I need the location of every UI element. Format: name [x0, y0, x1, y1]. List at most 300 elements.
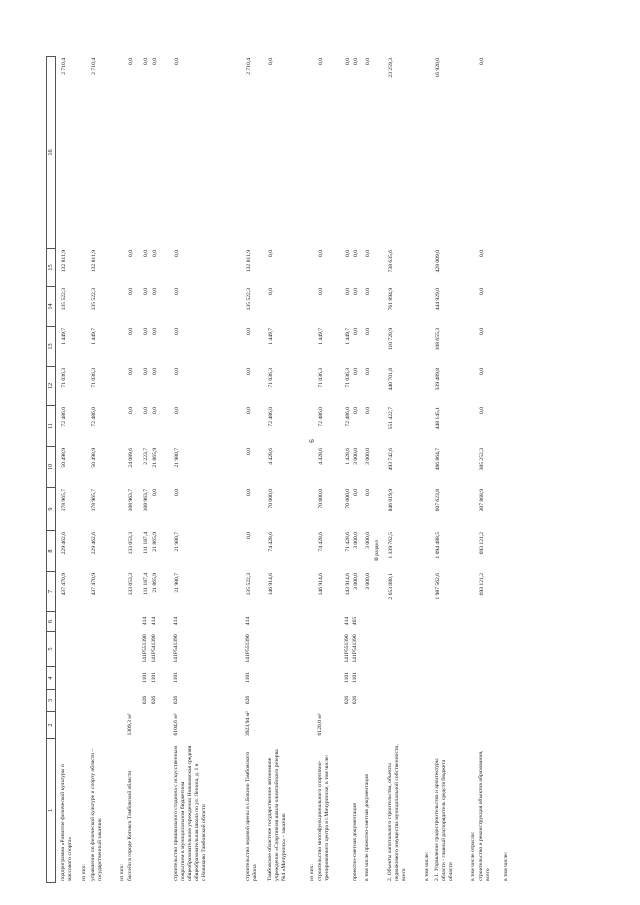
table-cell	[387, 713, 423, 736]
table-cell: подпрограмма «Развитие физической культуры и массового спорта»	[60, 764, 73, 881]
table-cell: 2. Объекты капитального строительства, объекты недвижимого имущества муниципальной собственности, всего	[387, 744, 407, 881]
table-cell: 0,0	[318, 250, 324, 257]
table-cell: 4 428,6	[268, 448, 274, 465]
table-cell	[81, 58, 89, 246]
table-cell: 2.1. Управление градостроительства и архитектуры области - главный распорядитель средств бюджета области	[434, 758, 454, 881]
table-cell: 1 094 488,5	[435, 532, 441, 559]
table-cell: 3 000,0	[353, 448, 359, 465]
table-cell	[119, 489, 127, 528]
table-cell	[267, 713, 309, 736]
table-cell: 141P541390	[352, 634, 358, 663]
table-cell	[119, 691, 127, 709]
table-cell	[127, 691, 141, 709]
table-cell: 71 036,3	[318, 368, 324, 388]
table-cell: 0,0	[174, 328, 180, 335]
table-cell	[267, 613, 309, 629]
table-cell	[81, 713, 89, 736]
table-cell: 133 053,3	[128, 532, 134, 555]
table-cell: 440 701,8	[388, 368, 394, 391]
table-cell	[119, 58, 127, 246]
table-cell: строительство многофункционального спортивно-тренировочного центра в г.Мичуринске, в том числе:	[317, 754, 330, 881]
table-cell: 21 865,9	[152, 448, 158, 468]
table-cell: 70 000,0	[345, 489, 351, 509]
table-cell: 72 486,0	[91, 407, 97, 427]
table-cell: 0,0	[152, 58, 158, 65]
table-cell	[60, 613, 81, 629]
table-cell	[60, 713, 81, 736]
column-header-4: 4	[46, 666, 56, 689]
table-cell: 0,0	[246, 489, 252, 496]
table-cell: 414	[151, 616, 157, 626]
table-cell: 71 036,3	[61, 368, 67, 388]
table-cell: 551 422,7	[388, 407, 394, 430]
table-cell: 486 864,7	[435, 448, 441, 471]
table-cell: 3 000,0	[353, 573, 359, 590]
table-cell: 70 000,0	[268, 489, 274, 509]
table-cell	[119, 250, 127, 284]
table-cell	[364, 613, 380, 629]
table-cell	[309, 691, 317, 709]
table-cell: 71 036,3	[345, 368, 351, 388]
table-cell: 229 462,6	[91, 532, 97, 555]
table-cell: 026	[245, 695, 251, 705]
table-cell	[503, 288, 511, 324]
table-cell: 444 929,0	[435, 288, 441, 311]
table-cell	[352, 713, 361, 736]
table-cell: 465	[352, 616, 358, 626]
table-cell: 0,0	[128, 250, 134, 257]
table-cell	[470, 407, 478, 444]
table-cell: в том числе:	[424, 851, 430, 881]
table-cell: 4 428,6	[318, 448, 324, 465]
table-cell	[309, 407, 317, 444]
table-cell	[470, 691, 478, 709]
table-cell: 0,0	[268, 288, 274, 295]
table-cell: 437 470,9	[61, 573, 67, 596]
table-cell: 50 498,9	[61, 448, 67, 468]
table-cell: 21 980,7	[174, 448, 180, 468]
table-cell	[424, 713, 432, 736]
table-cell	[81, 668, 89, 687]
table-cell: 2 653 080,1	[388, 573, 394, 600]
table-cell: 6104,6 м²	[173, 713, 179, 736]
table-cell: 0,0	[143, 407, 149, 414]
table-cell	[424, 288, 432, 324]
page-number: 6	[308, 439, 316, 443]
table-cell	[267, 633, 309, 664]
table-cell: в том числе отрасли:	[470, 831, 476, 881]
table-cell	[119, 407, 127, 444]
table-cell: 141P541390	[173, 634, 179, 663]
table-cell	[309, 668, 317, 687]
table-cell: 135 522,3	[246, 288, 252, 311]
table-cell	[81, 288, 89, 324]
column-header-7: 7	[46, 571, 56, 611]
table-cell	[267, 691, 309, 709]
table-cell: 1 339 762,5	[388, 532, 394, 559]
table-cell: 0,0	[246, 328, 252, 335]
table-cell: 0,0	[365, 250, 371, 257]
table-cell: 0,0	[174, 288, 180, 295]
table-cell: 0,0	[365, 328, 371, 335]
table-cell: 414	[344, 616, 350, 626]
table-cell: 026	[344, 695, 350, 705]
table-cell: 21 865,9	[152, 573, 158, 593]
table-cell	[119, 668, 127, 687]
table-cell	[470, 668, 478, 687]
table-cell	[309, 713, 317, 736]
table-cell	[503, 58, 511, 246]
table-cell: 2 710,4	[246, 58, 252, 75]
table-cell: 0,0	[152, 288, 158, 295]
table-cell	[470, 633, 478, 664]
table-cell	[434, 613, 470, 629]
table-cell: 141P551390	[245, 634, 251, 663]
table-cell: 0,0	[143, 250, 149, 257]
table-cell	[151, 740, 160, 881]
table-cell	[470, 713, 478, 736]
table-cell: 0,0	[143, 58, 149, 65]
table-cell: 414	[173, 616, 179, 626]
table-cell	[470, 489, 478, 528]
table-cell: 414	[245, 616, 251, 626]
table-cell: 1 449,7	[345, 328, 351, 345]
table-cell	[470, 532, 478, 569]
table-cell	[478, 633, 502, 664]
table-cell: 0,0	[365, 489, 371, 496]
table-cell	[90, 613, 119, 629]
table-cell: строительство ледовой арены в с.Бокино Тамбовского района	[245, 751, 258, 881]
table-cell: 0,0	[143, 368, 149, 375]
table-cell	[119, 532, 127, 569]
table-cell	[127, 668, 141, 687]
table-cell	[309, 368, 317, 403]
table-cell: 0,0	[479, 328, 485, 335]
table-cell: 0,0	[128, 368, 134, 375]
table-cell: 0,0	[143, 288, 149, 295]
table-cell: 111 187,4	[143, 532, 149, 554]
table-cell: проектно-сметная документация	[352, 803, 358, 881]
table-cell: 0,0	[246, 532, 252, 539]
table-cell	[424, 489, 432, 528]
table-cell	[503, 668, 511, 687]
table-cell: 0,0	[174, 407, 180, 414]
table-cell	[424, 328, 432, 364]
table-cell	[478, 668, 502, 687]
table-cell: 132 811,9	[61, 250, 67, 273]
table-cell	[60, 668, 81, 687]
table-cell: 0,0	[246, 448, 252, 455]
column-header-5: 5	[46, 631, 56, 666]
section-header: II раздел	[374, 540, 380, 561]
table-cell: 339 489,8	[435, 368, 441, 391]
table-cell: 146 914,6	[268, 573, 274, 596]
table-cell: 70 000,0	[318, 489, 324, 509]
table-cell	[364, 633, 380, 664]
table-cell	[364, 691, 380, 709]
table-cell: 0,0	[353, 58, 359, 65]
table-cell	[309, 532, 317, 569]
table-cell: 72 486,0	[345, 407, 351, 427]
table-cell	[81, 250, 89, 284]
table-cell	[127, 613, 141, 629]
table-cell: 693 121,2	[479, 532, 485, 555]
table-cell	[470, 250, 478, 284]
table-cell: 2 710,4	[61, 58, 67, 75]
table-cell: в том числе проектно-сметная документация	[364, 774, 370, 881]
table-cell	[309, 288, 317, 324]
column-header-2: 2	[46, 711, 56, 738]
table-cell: 1101	[151, 672, 157, 683]
table-cell: 0,0	[479, 288, 485, 295]
table-cell	[81, 691, 89, 709]
table-cell	[81, 633, 89, 664]
table-cell: 23 259,3	[388, 58, 394, 78]
table-cell: 448 145,1	[435, 407, 441, 430]
column-header-1: 1	[46, 738, 56, 883]
table-cell: из них:	[81, 864, 87, 881]
table-cell: 50 498,9	[91, 448, 97, 468]
table-cell	[478, 613, 502, 629]
table-cell	[470, 573, 478, 609]
table-cell: 761 894,9	[388, 288, 394, 311]
table-cell	[503, 489, 511, 528]
table-cell	[470, 368, 478, 403]
column-header-16: 16	[46, 56, 56, 248]
table-cell: 0,0	[318, 58, 324, 65]
table-cell	[309, 613, 317, 629]
table-cell: 141P551390	[344, 634, 350, 663]
table-cell: 108 963,7	[143, 489, 149, 512]
table-cell	[81, 448, 89, 485]
table-cell	[470, 58, 478, 246]
table-cell: 0,0	[365, 407, 371, 414]
table-cell	[503, 713, 511, 736]
table-cell: 0,0	[174, 250, 180, 257]
table-cell	[470, 613, 478, 629]
table-cell: 108 655,3	[435, 328, 441, 351]
table-cell	[119, 633, 127, 664]
table-cell: 0,0	[268, 250, 274, 257]
table-cell	[424, 58, 432, 246]
table-cell: 133 053,3	[128, 573, 134, 596]
table-cell	[424, 668, 432, 687]
table-cell: 0,0	[318, 288, 324, 295]
column-header-11: 11	[46, 405, 56, 446]
table-cell	[317, 613, 345, 629]
table-cell	[387, 691, 423, 709]
table-cell: 0,0	[479, 58, 485, 65]
table-cell	[364, 713, 380, 736]
table-cell	[503, 573, 511, 609]
table-cell	[387, 633, 423, 664]
table-cell: 0,0	[345, 250, 351, 257]
table-cell: 0,0	[268, 58, 274, 65]
table-cell	[503, 250, 511, 284]
table-cell: 0,0	[353, 407, 359, 414]
table-cell: 71 036,3	[268, 368, 274, 388]
table-cell	[434, 633, 470, 664]
column-header-8: 8	[46, 530, 56, 571]
table-cell	[60, 633, 81, 664]
table-cell: 178 965,7	[91, 489, 97, 512]
table-cell: 74 428,6	[318, 532, 324, 552]
table-cell: 0,0	[143, 328, 149, 335]
table-cell: 0,0	[174, 489, 180, 496]
table-cell: 307 868,9	[479, 489, 485, 512]
table-cell: 0,0	[345, 58, 351, 65]
table-cell: 0,0	[246, 407, 252, 414]
column-header-10: 10	[46, 446, 56, 487]
table-cell: 132 811,9	[246, 250, 252, 273]
table-cell: 3923,94 м²	[245, 711, 251, 736]
table-cell: 229 462,6	[61, 532, 67, 555]
table-cell	[151, 713, 160, 736]
column-header-15: 15	[46, 248, 56, 286]
table-cell: 0,0	[353, 288, 359, 295]
table-cell: 693 121,2	[479, 573, 485, 596]
column-header-3: 3	[46, 689, 56, 711]
table-cell	[119, 448, 127, 485]
table-cell	[503, 368, 511, 403]
table-cell	[424, 448, 432, 485]
table-cell: 1101	[142, 672, 148, 683]
table-cell: 0,0	[246, 368, 252, 375]
table-cell: 2 223,7	[143, 448, 149, 465]
table-cell	[309, 489, 317, 528]
table-cell: 428 009,0	[435, 250, 441, 273]
table-cell: 108 963,7	[128, 489, 134, 512]
table-cell: 0,0	[365, 58, 371, 65]
table-cell: 72 486,0	[61, 407, 67, 427]
table-cell: 1 449,7	[91, 328, 97, 345]
table-cell: 0,0	[345, 288, 351, 295]
table-cell	[267, 668, 309, 687]
table-cell	[60, 691, 81, 709]
table-cell: 3 000,0	[365, 448, 371, 465]
table-cell	[119, 288, 127, 324]
table-cell: 0,0	[152, 489, 158, 496]
table-cell	[142, 713, 151, 736]
table-cell: 0,0	[479, 368, 485, 375]
table-cell: 0,0	[128, 328, 134, 335]
table-cell: 0,0	[479, 407, 485, 414]
table-cell	[387, 668, 423, 687]
table-cell: 132 811,9	[91, 250, 97, 273]
table-cell: 1101	[352, 672, 358, 683]
table-cell: 1 987 562,6	[435, 573, 441, 600]
table-cell	[81, 573, 89, 609]
table-cell	[387, 613, 423, 629]
table-cell: строительство и реконструкция объектов образования, всего	[478, 750, 491, 881]
table-cell	[81, 368, 89, 403]
table-cell: 607 623,8	[435, 489, 441, 512]
table-cell: 2 710,4	[91, 58, 97, 75]
table-cell	[309, 633, 317, 664]
table-cell: 026	[142, 695, 148, 705]
table-cell: 0,0	[128, 58, 134, 65]
table-cell	[317, 668, 345, 687]
table-cell: 178 965,7	[61, 489, 67, 512]
table-cell	[309, 58, 317, 246]
table-cell: 135 522,3	[61, 288, 67, 311]
table-cell: 0,0	[152, 328, 158, 335]
table-cell: 6120,0 м²	[317, 713, 323, 736]
table-cell: 0,0	[128, 288, 134, 295]
table-cell: 74 428,6	[268, 532, 274, 552]
table-cell: 493 742,6	[388, 448, 394, 471]
table-cell: 141P541390	[151, 634, 157, 663]
table-cell: 738 635,6	[388, 250, 394, 273]
table-cell: 135 522,3	[246, 573, 252, 596]
table-cell	[317, 633, 345, 664]
table-cell: 1 449,7	[268, 328, 274, 345]
table-cell: 110 720,9	[388, 328, 394, 351]
table-cell	[364, 668, 380, 687]
table-cell	[424, 573, 432, 609]
table-cell	[309, 448, 317, 485]
table-cell	[503, 633, 511, 664]
table-cell: 0,0	[353, 328, 359, 335]
table-cell	[424, 532, 432, 569]
table-cell: 1 449,7	[61, 328, 67, 345]
table-cell: 0,0	[479, 250, 485, 257]
table-cell: 1101	[173, 672, 179, 683]
table-cell: 141P551390	[142, 634, 148, 663]
column-header-13: 13	[46, 326, 56, 366]
table-cell	[424, 250, 432, 284]
table-cell	[119, 573, 127, 609]
table-cell	[434, 691, 470, 709]
table-cell	[503, 328, 511, 364]
table-cell	[470, 288, 478, 324]
table-cell	[309, 328, 317, 364]
table-cell: бассейн в городе Котовск Тамбовской области	[127, 770, 133, 881]
table-cell	[142, 740, 151, 881]
table-cell	[434, 713, 470, 736]
table-cell	[424, 691, 432, 709]
table-cell	[81, 489, 89, 528]
table-cell	[119, 713, 127, 736]
table-cell	[81, 407, 89, 444]
table-cell	[309, 250, 317, 284]
table-cell	[503, 613, 511, 629]
table-cell	[90, 691, 119, 709]
table-cell	[309, 573, 317, 609]
table-cell	[424, 633, 432, 664]
table-cell: 146 914,6	[318, 573, 324, 596]
document-table-area	[46, 56, 606, 883]
table-cell	[81, 532, 89, 569]
table-cell: 135 522,3	[91, 288, 97, 311]
table-cell: 385 252,3	[479, 448, 485, 471]
table-cell: 1101	[245, 672, 251, 683]
table-cell: 0,0	[152, 250, 158, 257]
table-cell: 21 980,7	[174, 573, 180, 593]
table-cell	[81, 328, 89, 364]
table-cell: в том числе:	[503, 851, 509, 881]
table-cell: 21 980,7	[174, 532, 180, 552]
table-cell: 111 187,4	[143, 573, 149, 595]
column-header-6: 6	[46, 611, 56, 631]
table-cell	[317, 691, 345, 709]
table-cell	[503, 691, 511, 709]
table-cell: 026	[151, 695, 157, 705]
table-cell	[503, 448, 511, 485]
table-cell: 026	[173, 695, 179, 705]
table-cell	[470, 328, 478, 364]
table-cell: 3 000,0	[365, 532, 371, 549]
